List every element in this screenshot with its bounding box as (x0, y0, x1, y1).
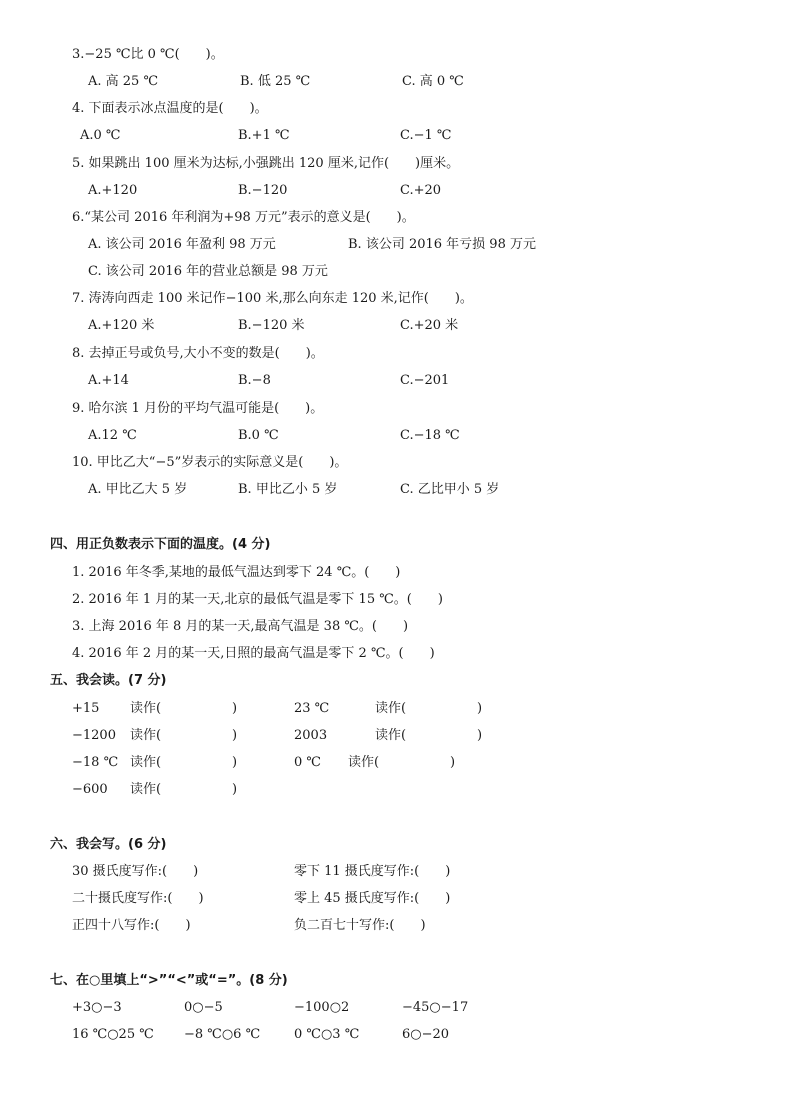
compare-item: +3○−3 (72, 1000, 122, 1015)
option-a: A. 高 25 ℃ (88, 74, 159, 89)
option-b: B. 甲比乙小 5 岁 (238, 482, 338, 497)
read-close: ) (477, 728, 483, 743)
option-c: C.−201 (400, 373, 450, 388)
question-stem: 5. 如果跳出 100 厘米为达标,小强跳出 120 厘米,记作( )厘米。 (72, 156, 460, 171)
number-value: −600 (72, 782, 108, 797)
compare-item: −8 ℃○6 ℃ (184, 1027, 261, 1042)
section-heading: 五、我会读。(7 分) (50, 673, 167, 688)
read-label: 读作( (348, 755, 380, 770)
number-value: 23 ℃ (294, 701, 330, 716)
read-label: 读作( (130, 728, 162, 743)
read-close: ) (232, 755, 238, 770)
read-label: 读作( (130, 782, 162, 797)
option-c: C. 乙比甲小 5 岁 (400, 482, 500, 497)
list-item: 2. 2016 年 1 月的某一天,北京的最低气温是零下 15 ℃。( ) (72, 592, 443, 607)
write-item: 零下 11 摄氏度写作:( ) (294, 864, 451, 879)
section-heading: 四、用正负数表示下面的温度。(4 分) (50, 537, 271, 552)
read-close: ) (450, 755, 456, 770)
write-item: 零上 45 摄氏度写作:( ) (294, 891, 451, 906)
write-item: 负二百七十写作:( ) (294, 918, 426, 933)
option-a: A. 甲比乙大 5 岁 (88, 482, 188, 497)
read-label: 读作( (130, 701, 162, 716)
option-a: A. 该公司 2016 年盈利 98 万元 (88, 237, 276, 252)
compare-item: −45○−17 (402, 1000, 469, 1015)
number-value: 2003 (294, 728, 328, 743)
option-c: C. 高 0 ℃ (402, 74, 464, 89)
section-heading: 七、在○里填上“>”“<”或“=”。(8 分) (50, 973, 288, 988)
question-stem: 10. 甲比乙大“−5”岁表示的实际意义是( )。 (72, 455, 348, 470)
question-stem: 4. 下面表示冰点温度的是( )。 (72, 101, 268, 116)
compare-item: 0 ℃○3 ℃ (294, 1027, 360, 1042)
option-b: B.−120 (238, 183, 288, 198)
read-label: 读作( (375, 728, 407, 743)
option-b: B.−120 米 (238, 318, 305, 333)
option-b: B. 低 25 ℃ (240, 74, 311, 89)
option-a: A.+120 米 (88, 318, 155, 333)
question-stem: 7. 涛涛向西走 100 米记作−100 米,那么向东走 120 米,记作( )。 (72, 291, 473, 306)
compare-item: 0○−5 (184, 1000, 223, 1015)
compare-item: 6○−20 (402, 1027, 450, 1042)
question-stem: 6.“某公司 2016 年利润为+98 万元”表示的意义是( )。 (72, 210, 415, 225)
option-b: B.+1 ℃ (238, 128, 290, 143)
read-close: ) (232, 782, 238, 797)
number-value: −1200 (72, 728, 116, 743)
read-close: ) (232, 701, 238, 716)
option-b: B.0 ℃ (238, 428, 279, 443)
option-c: C.−18 ℃ (400, 428, 460, 443)
option-a: A.12 ℃ (88, 428, 137, 443)
read-label: 读作( (375, 701, 407, 716)
write-item: 二十摄氏度写作:( ) (72, 891, 204, 906)
question-stem: 9. 哈尔滨 1 月份的平均气温可能是( )。 (72, 401, 324, 416)
option-c: C.−1 ℃ (400, 128, 452, 143)
option-c: C. 该公司 2016 年的营业总额是 98 万元 (88, 264, 328, 279)
question-stem: 8. 去掉正号或负号,大小不变的数是( )。 (72, 346, 324, 361)
option-b: B.−8 (238, 373, 271, 388)
write-item: 30 摄氏度写作:( ) (72, 864, 199, 879)
list-item: 3. 上海 2016 年 8 月的某一天,最高气温是 38 ℃。( ) (72, 619, 409, 634)
read-close: ) (477, 701, 483, 716)
option-c: C.+20 (400, 183, 442, 198)
option-b: B. 该公司 2016 年亏损 98 万元 (348, 237, 536, 252)
number-value: +15 (72, 701, 100, 716)
option-a: A.+120 (88, 183, 138, 198)
read-label: 读作( (130, 755, 162, 770)
section-heading: 六、我会写。(6 分) (50, 837, 167, 852)
list-item: 1. 2016 年冬季,某地的最低气温达到零下 24 ℃。( ) (72, 565, 401, 580)
number-value: 0 ℃ (294, 755, 321, 770)
compare-item: −100○2 (294, 1000, 350, 1015)
compare-item: 16 ℃○25 ℃ (72, 1027, 154, 1042)
list-item: 4. 2016 年 2 月的某一天,日照的最高气温是零下 2 ℃。( ) (72, 646, 435, 661)
write-item: 正四十八写作:( ) (72, 918, 191, 933)
option-a: A.0 ℃ (80, 128, 121, 143)
read-close: ) (232, 728, 238, 743)
number-value: −18 ℃ (72, 755, 119, 770)
option-c: C.+20 米 (400, 318, 459, 333)
question-stem: 3.−25 ℃比 0 ℃( )。 (72, 47, 224, 62)
option-a: A.+14 (88, 373, 129, 388)
